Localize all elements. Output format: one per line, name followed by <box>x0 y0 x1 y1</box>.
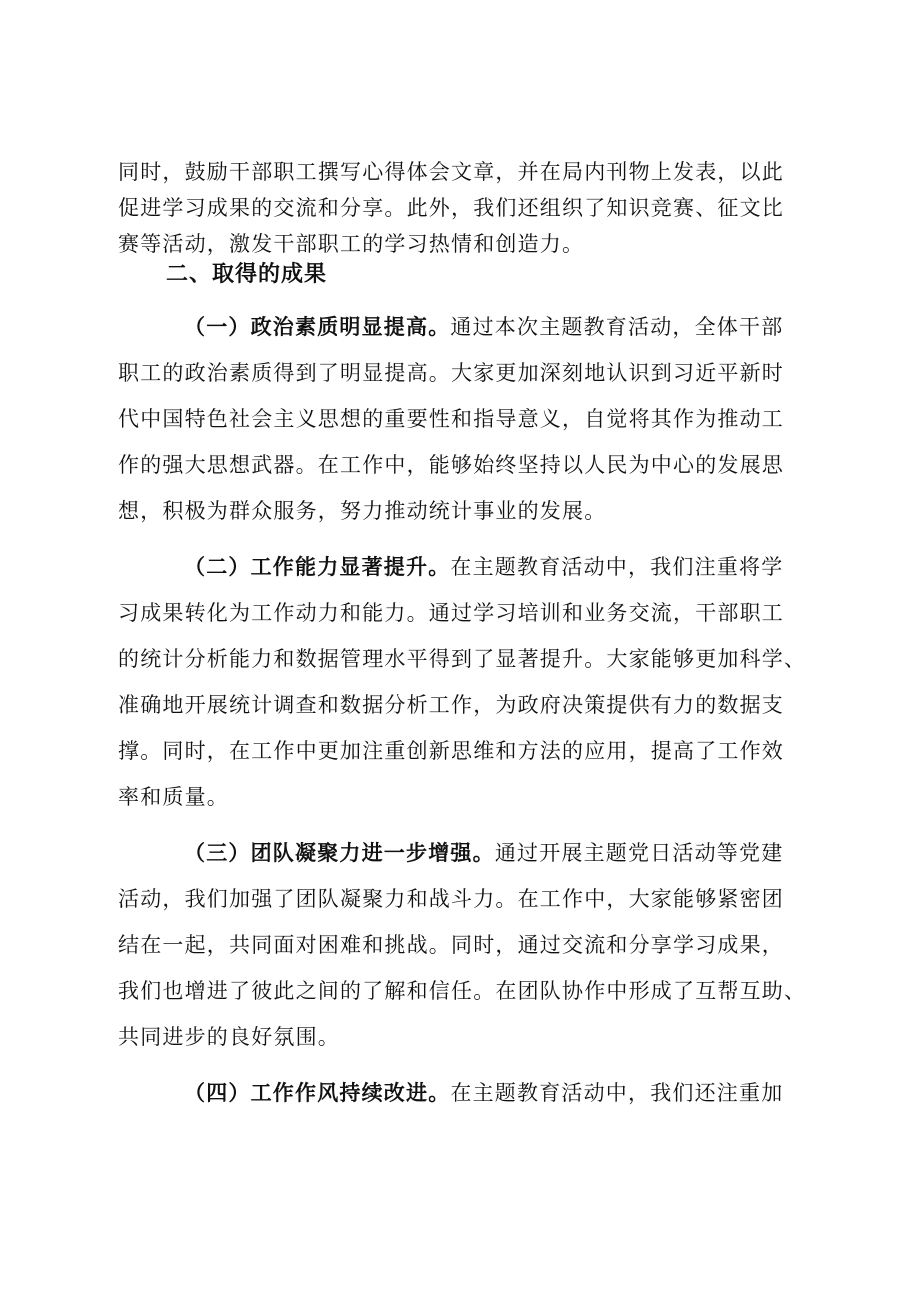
paragraph-political-quality <box>118 304 818 534</box>
paragraph-line: 共同进步的良好氛围。 <box>118 1025 340 1049</box>
paragraph-lead: （一）政治素质明显提高。 <box>184 315 451 339</box>
intro-paragraph <box>118 154 818 262</box>
paragraph-line: 率和质量。 <box>118 785 229 809</box>
paragraph-line: 撑。同时，在工作中更加注重创新思维和方法的应用，提高了工作效 <box>118 739 784 763</box>
section-heading: 二、取得的成果 <box>166 262 328 287</box>
paragraph-line: 的统计分析能力和数据管理水平得到了显著提升。大家能够更加科学、 <box>118 647 807 671</box>
paragraph-lead: （三）团队凝聚力进一步增强。 <box>184 841 495 865</box>
paragraph-line: 想，积极为群众服务，努力推动统计事业的发展。 <box>118 499 607 523</box>
intro-line: 促进学习成果的交流和分享。此外，我们还组织了知识竞赛、征文比 <box>118 196 784 220</box>
paragraph-team-cohesion <box>118 830 818 1060</box>
paragraph-line: 职工的政治素质得到了明显提高。大家更加深刻地认识到习近平新时 <box>118 361 784 385</box>
paragraph-lead: （二）工作能力显著提升。 <box>184 555 451 579</box>
paragraph-lead: （四）工作作风持续改进。 <box>184 1081 451 1105</box>
paragraph-first-line <box>118 830 818 876</box>
results-sections <box>118 304 818 1126</box>
paragraph-line: 我们也增进了彼此之间的了解和信任。在团队协作中形成了互帮互助、 <box>118 979 807 1003</box>
intro-line: 赛等活动，激发干部职工的学习热情和创造力。 <box>118 232 585 256</box>
paragraph-text: 通过本次主题教育活动，全体干部 <box>450 315 784 339</box>
paragraph-work-style <box>118 1070 818 1116</box>
paragraph-work-ability <box>118 544 818 820</box>
paragraph-first-line <box>118 304 818 350</box>
paragraph-line: 代中国特色社会主义思想的重要性和指导意义，自觉将其作为推动工 <box>118 407 784 431</box>
paragraph-line: 作的强大思想武器。在工作中，能够始终坚持以人民为中心的发展思 <box>118 453 784 477</box>
paragraph-text: 通过开展主题党日活动等党建 <box>494 841 784 865</box>
paragraph-line: 结在一起，共同面对困难和挑战。同时，通过交流和分享学习成果， <box>118 933 784 957</box>
paragraph-text: 在主题教育活动中，我们注重将学 <box>450 555 784 579</box>
intro-line: 同时，鼓励干部职工撰写心得体会文章，并在局内刊物上发表，以此 <box>118 160 784 184</box>
paragraph-text: 在主题教育活动中，我们还注重加 <box>450 1081 784 1105</box>
paragraph-first-line <box>118 544 818 590</box>
paragraph-line: 习成果转化为工作动力和能力。通过学习培训和业务交流，干部职工 <box>118 601 784 625</box>
paragraph-line: 准确地开展统计调查和数据分析工作，为政府决策提供有力的数据支 <box>118 693 784 717</box>
paragraph-first-line <box>118 1070 818 1116</box>
paragraph-line: 活动，我们加强了团队凝聚力和战斗力。在工作中，大家能够紧密团 <box>118 887 784 911</box>
